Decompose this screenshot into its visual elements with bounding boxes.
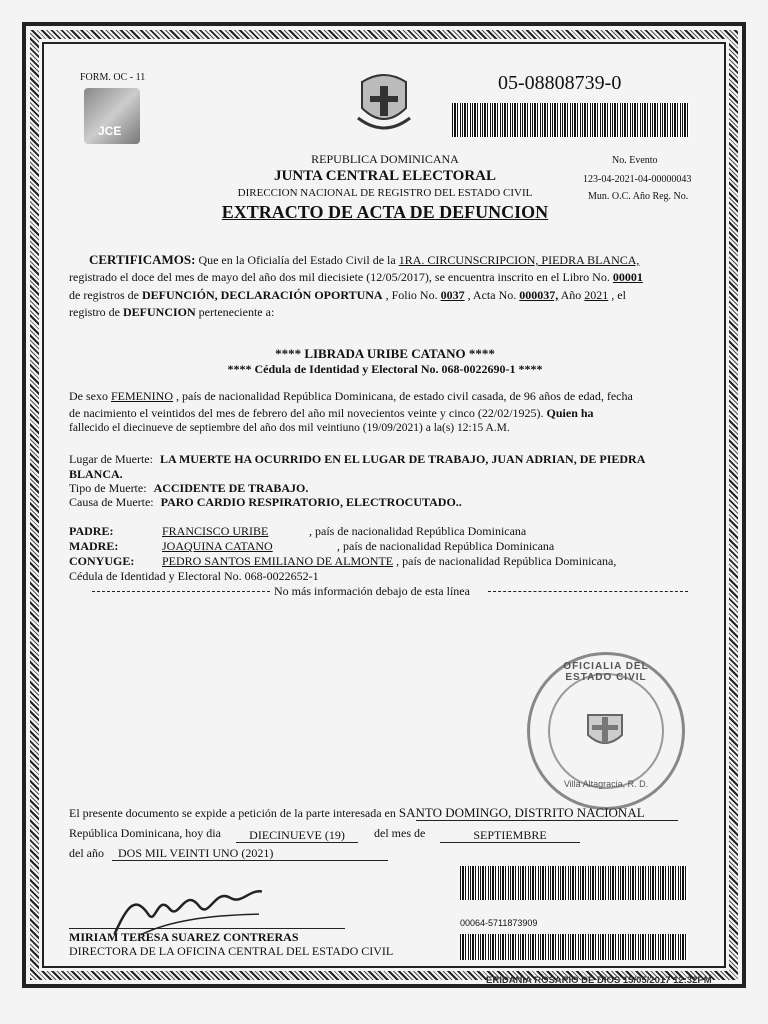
issue-place: SANTO DOMINGO, DISTRITO NACIONAL — [398, 805, 645, 820]
top-barcode — [452, 103, 690, 137]
no-more-info: No más información debajo de esta línea — [274, 584, 470, 598]
certificamos-label: CERTIFICAMOS: — [89, 252, 196, 267]
cert-line-1-text: Que en la Oficialía del Estado Civil de la — [195, 253, 399, 267]
ano-label: Año — [558, 288, 585, 302]
cert-line-4 — [69, 305, 274, 320]
folio-label: , Folio No. — [382, 288, 441, 302]
evento-label: No. Evento — [612, 155, 658, 166]
tipo-muerte-value: ACCIDENTE DE TRABAJO. — [153, 481, 309, 495]
lugar-muerte-value: LA MUERTE HA OCURRIDO EN EL LUGAR DE TRABAJO, JUAN ADRIAN, DE PIEDRA — [159, 452, 646, 466]
cert-line-1 — [89, 252, 639, 268]
barcode-number: 00064-5711873909 — [460, 918, 538, 928]
details-line-1-text: , país de nacionalidad República Dominicana, de estado civil casada, de 96 años de edad, fecha — [173, 389, 633, 403]
circunscripcion: 1RA. CIRCUNSCRIPCION, PIEDRA BLANCA, — [398, 253, 640, 267]
tipo-muerte-row — [69, 481, 308, 496]
jce-logo-text: JCE — [98, 124, 122, 138]
issue-line-1-text: El presente documento se expide a petición de la parte interesada en — [69, 806, 399, 820]
issue-year: DOS MIL VEINTI UNO (2021) — [118, 846, 274, 860]
conyuge-cedula: Cédula de Identidad y Electoral No. 068-0022652-1 — [69, 569, 319, 583]
signature-line — [69, 928, 345, 929]
conyuge-row — [162, 554, 616, 569]
serial-number: 05-08808739-0 — [498, 72, 622, 94]
issue-line-1 — [69, 805, 645, 821]
footer-barcode — [460, 934, 688, 960]
issue-day-line — [236, 842, 358, 843]
civil-registry-seal — [527, 652, 685, 810]
folio-number: 0037 — [440, 288, 465, 302]
deceased-cedula: **** Cédula de Identidad y Electoral No. 068-0022690-1 **** — [227, 362, 543, 376]
causa-muerte-label: Causa de Muerte: — [69, 495, 154, 509]
issue-day: DIECINUEVE (19) — [249, 828, 345, 842]
country-name: REPUBLICA DOMINICANA — [311, 152, 459, 166]
padre-tail: , país de nacionalidad República Dominicana — [306, 524, 527, 538]
conyuge-tail: , país de nacionalidad República Dominicana, — [393, 554, 617, 568]
sexo-label: De sexo — [69, 389, 111, 403]
issue-month-line — [440, 842, 580, 843]
issue-month-label: del mes de — [374, 826, 426, 840]
tipo-muerte-label: Tipo de Muerte: — [69, 481, 147, 495]
details-line-3: fallecido el diecinueve de septiembre del año dos mil veintiuno (19/09/2021) a la(s) 12:15 A.M. — [69, 422, 510, 434]
separator-right — [488, 591, 688, 592]
issue-stamp: ERIDANIA ROSARIO DE DIOS 15/05/2017 12:32PM — [486, 975, 712, 986]
conyuge-value: PEDRO SANTOS EMILIANO DE ALMONTE — [162, 554, 394, 568]
mun-label: Mun. O.C. Año Reg. No. — [588, 191, 689, 202]
form-number: FORM. OC - 11 — [80, 72, 146, 83]
causa-muerte-value: PARO CARDIO RESPIRATORIO, ELECTROCUTADO.. — [160, 495, 462, 509]
seal-coat-of-arms-icon — [580, 705, 630, 755]
padre-value: FRANCISCO URIBE — [162, 524, 269, 538]
acta-label: , Acta No. — [464, 288, 520, 302]
cert-line-3-suffix: , el — [608, 288, 626, 302]
evento-value: 123-04-2021-04-00000043 — [583, 174, 692, 185]
padre-row — [162, 524, 526, 539]
cert-line-3-prefix: de registros de — [69, 288, 142, 302]
details-line-2 — [69, 406, 594, 421]
registro-tipo: DEFUNCIÓN, DECLARACIÓN OPORTUNA — [141, 288, 383, 302]
directorate-name: DIRECCION NACIONAL DE REGISTRO DEL ESTADO CIVIL — [237, 187, 533, 199]
lugar-muerte-value-2: BLANCA. — [69, 467, 123, 481]
jce-logo — [84, 88, 140, 144]
madre-label: MADRE: — [69, 539, 119, 553]
seal-bottom-text: Villa Altagracia, R. D. — [563, 779, 649, 789]
madre-row — [162, 539, 554, 554]
signer-title: DIRECTORA DE LA OFICINA CENTRAL DEL ESTADO CIVIL — [69, 944, 394, 958]
sexo-value: FEMENINO — [111, 389, 173, 403]
lugar-muerte-row — [69, 452, 645, 467]
conyuge-label: CONYUGE: — [69, 554, 135, 568]
seal-top-text: OFICIALIA DEL ESTADO CIVIL — [563, 661, 649, 683]
causa-muerte-row — [69, 495, 462, 510]
lugar-muerte-label: Lugar de Muerte: — [69, 452, 153, 466]
nacimiento-text: de nacimiento el veintidos del mes de febrero del año mil novecientos veinte y cinco (22/02/1925). — [69, 406, 547, 420]
madre-value: JOAQUINA CATANO — [162, 539, 273, 553]
separator-left — [92, 591, 270, 592]
madre-tail: , país de nacionalidad República Dominicana — [334, 539, 555, 553]
cert-line-2-text: registrado el doce del mes de mayo del año dos mil diecisiete (12/05/2017), se encuentra inscrito en el Libro No. — [69, 270, 613, 284]
issue-line-2-prefix: República Dominicana, hoy dia — [69, 826, 221, 840]
cert-line-4-prefix: registro de — [69, 305, 123, 319]
cert-line-2 — [69, 270, 643, 285]
issue-month: SEPTIEMBRE — [473, 828, 547, 842]
organization-name: JUNTA CENTRAL ELECTORAL — [274, 168, 496, 184]
issue-place-line — [416, 820, 678, 821]
ano-value: 2021 — [584, 288, 609, 302]
signer-name: MIRIAM TERESA SUAREZ CONTRERAS — [69, 930, 299, 944]
quien-ha: Quien ha — [546, 406, 594, 420]
deceased-name: **** LIBRADA URIBE CATANO **** — [275, 346, 495, 361]
document-title: EXTRACTO DE ACTA DE DEFUNCION — [221, 202, 549, 222]
libro-number: 00001 — [612, 270, 643, 284]
issue-year-label: del año — [69, 846, 104, 860]
cert-line-4-suffix: perteneciente a: — [195, 305, 275, 319]
details-line-1 — [69, 389, 633, 404]
padre-label: PADRE: — [69, 524, 114, 538]
issue-year-line — [112, 860, 388, 861]
registro-defuncion: DEFUNCION — [122, 305, 196, 319]
coat-of-arms-icon — [356, 68, 412, 138]
cert-line-3 — [69, 288, 626, 303]
acta-number: 000037, — [519, 288, 559, 302]
bottom-barcode — [460, 866, 688, 900]
